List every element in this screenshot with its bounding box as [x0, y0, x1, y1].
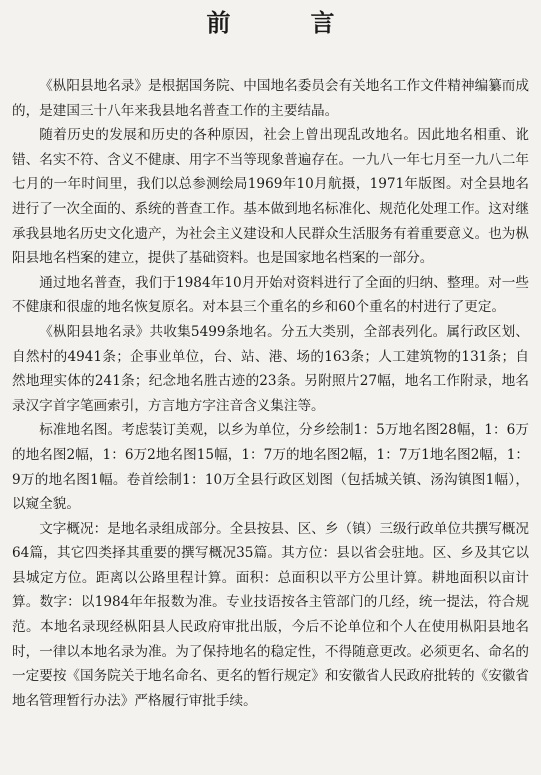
paragraph-4: 《枞阳县地名录》共收集5499条地名。分五大类别，全部表列化。属行政区划、自然村的4941条；企事业单位，台、站、港、场的163条；人工建筑物的131条；自然地理实体的241条；纪念地名胜古迹的23条。另附照片27幅，地名工作附录，地名录汉字首字笔画索引，方言地方字注音含义集注等。 [12, 323, 529, 414]
paragraph-5: 标准地名图。考虑装订美观，以乡为单位，分乡绘制1：5万地名图28幅，1：6万的地名图2幅，1：6万2地名图15幅，1：7万的地名图2幅，1：7万1地名图2幅，1：9万的地名图1幅。卷首绘制1：10万全县行政区划图（包括城关镇、汤沟镇图1幅），以窥全貌。 [12, 422, 529, 513]
document-body [12, 74, 529, 713]
paragraph-2: 随着历史的发展和历史的各种原因，社会上曾出现乱改地名。因此地名相重、讹错、名实不符、含义不健康、用字不当等现象普遍存在。一九八一年七月至一九八二年七月的一年时间里，我们以总参测绘局1969年10月航摄，1971年版图。对全县地名进行了一次全面的、系统的普查工作。基本做到地名标准化、规范化处理工作。这对继承我县地名历史文化遗产，为社会主义建设和人民群众生活服务有着重要意义。也为枞阳县地名档案的建立，提供了基础资料。也是国家地名档案的一部分。 [12, 127, 529, 267]
paragraph-3: 通过地名普查，我们于1984年10月开始对资料进行了全面的归纳、整理。对一些不健康和很虚的地名恢复原名。对本县三个重名的乡和60个重名的村进行了更定。 [12, 274, 529, 316]
page-title: 前 言 [206, 8, 363, 37]
paragraph-6: 文字概况：是地名录组成部分。全县按县、区、乡（镇）三级行政单位共撰写概况64篇，其它四类择其重要的撰写概况35篇。其方位：县以省会驻地。区、乡及其它以县城定方位。距离以公路里程计算。面积：总面积以平方公里计算。耕地面积以亩计算。数字：以1984年年报数为准。专业技语按各主管部门的几经，统一提法，符合规范。本地名录现经枞阳县人民政府审批出版，今后不论单位和个人在使用枞阳县地名时，一律以本地名录为准。为了保持地名的稳定性，不得随意更改。必须更名、命名的一定要按《国务院关于地名命名、更名的暂行规定》和安徽省人民政府批转的《安徽省地名管理暂行办法》严格履行审批手续。 [12, 520, 529, 709]
paragraph-1: 《枞阳县地名录》是根据国务院、中国地名委员会有关地名工作文件精神编纂而成的，是建国三十八年来我县地名普查工作的主要结晶。 [12, 78, 529, 119]
